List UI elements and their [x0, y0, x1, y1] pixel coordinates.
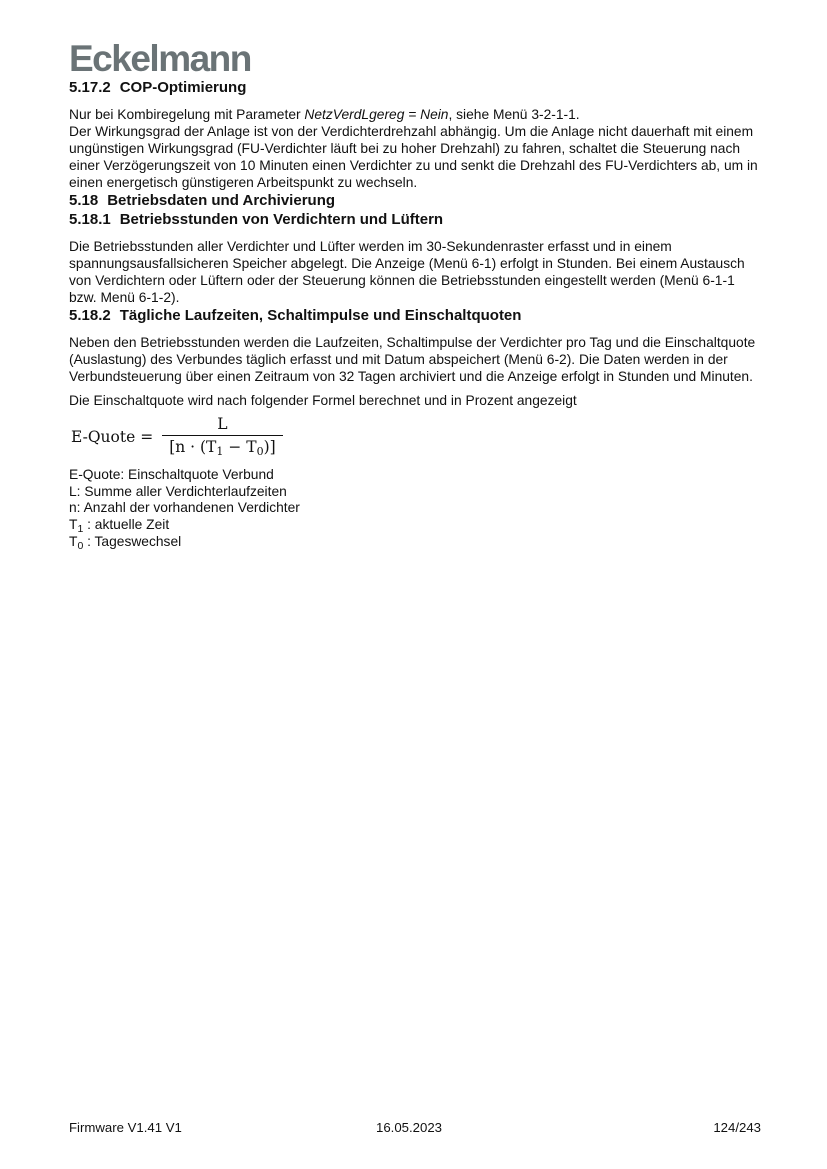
formula-numerator: L [217, 415, 228, 433]
legend-line-equote: E-Quote: Einschaltquote Verbund [69, 467, 274, 482]
heading-betriebsdaten [69, 191, 761, 210]
legend-symbol: T [69, 534, 78, 549]
heading-laufzeiten [69, 306, 761, 325]
formula-subscript: 1 [216, 445, 224, 458]
legend-line-t0 [69, 534, 761, 552]
legend-symbol: T [69, 516, 78, 532]
legend-subscript: 0 [77, 540, 84, 552]
heading-number: 5.18 [69, 192, 99, 209]
legend-line-l: L: Summe aller Verdichterlaufzeiten [69, 483, 287, 499]
legend-text: : Tageswechsel [83, 534, 182, 549]
heading-title: Tägliche Laufzeiten, Schaltimpulse und Einschaltquoten [119, 307, 522, 324]
legend-line-t1 [69, 517, 761, 535]
formula-denominator [162, 435, 283, 457]
formula-lhs: E-Quote = [71, 428, 154, 446]
footer-firmware-version: Firmware V1.41 V1 [69, 1120, 182, 1135]
heading-cop-optimierung [69, 78, 761, 97]
heading-title: Betriebsdaten und Archivierung [107, 192, 336, 209]
paragraph-text: Der Wirkungsgrad der Anlage ist von der Verdichterdrehzahl abhängig. Um die Anlage nicht dauerhaft mit einem ungünstigen Wirkungsgrad (FU-Verdichter läuft bei zu hoher Drehzahl) zu fahren, schaltet die Steuerung nach einer Verzögerungszeit von 10 Minuten einen Verdichter zu und senkt die Drehzahl des FU-Verdichters ab, um in einen energetisch günstigeren Arbeitspunkt zu wechseln. [69, 124, 758, 190]
formula-subscript: 0 [256, 445, 264, 458]
company-logo: Eckelmann [69, 38, 251, 79]
heading-number: 5.18.1 [69, 211, 111, 228]
formula-text: )] [263, 438, 276, 456]
formula-text: − T [223, 438, 257, 456]
paragraph-betriebsstunden: Die Betriebsstunden aller Verdichter und Lüfter werden im 30-Sekundenraster erfasst und in einem spannungsausfallsicheren Speicher abgelegt. Die Anzeige (Menü 6-1) erfolgt in Stunden. Bei einem Austausch von Verdichtern oder Lüftern oder der Steuerung können die Betriebsstunden eingestellt werden (Menü 6-1-1 bzw. Menü 6-1-2). [69, 239, 745, 305]
paragraph-formel-intro: Die Einschaltquote wird nach folgender Formel berechnet und in Prozent angezeigt [69, 393, 577, 408]
parameter-name-italic: NetzVerdLgereg = Nein [304, 107, 449, 122]
paragraph-laufzeiten: Neben den Betriebsstunden werden die Laufzeiten, Schaltimpulse der Verdichter pro Tag und die Einschaltquote (Auslastung) des Verbundes täglich erfasst und mit Datum abspeichert (Menü 6-2). Die Daten werden in der Verbundsteuerung über einen Zeitraum von 32 Tagen archiviert und die Anzeige erfolgt in Stunden und Minuten. [69, 335, 756, 384]
formula-text: [n · (T [169, 438, 217, 456]
heading-betriebsstunden [69, 210, 761, 229]
heading-title: Betriebsstunden von Verdichtern und Lüftern [119, 211, 444, 228]
paragraph-cop [69, 106, 761, 191]
heading-number: 5.17.2 [69, 79, 111, 96]
legend-line-n: n: Anzahl der vorhandenen Verdichter [69, 500, 300, 515]
paragraph-text: Nur bei Kombiregelung mit Parameter [69, 107, 305, 122]
formula-legend [69, 467, 761, 552]
page-content [69, 0, 761, 552]
heading-number: 5.18.2 [69, 307, 111, 324]
equote-formula [71, 417, 761, 457]
page-footer [69, 1120, 761, 1135]
legend-subscript: 1 [77, 522, 84, 535]
footer-page-number: 124/243 [713, 1120, 761, 1135]
formula-fraction [162, 417, 283, 457]
legend-text: : aktuelle Zeit [83, 516, 170, 532]
footer-date: 16.05.2023 [375, 1120, 442, 1135]
paragraph-text: , siehe Menü 3-2-1-1. [448, 107, 580, 122]
heading-title: COP-Optimierung [119, 79, 247, 96]
